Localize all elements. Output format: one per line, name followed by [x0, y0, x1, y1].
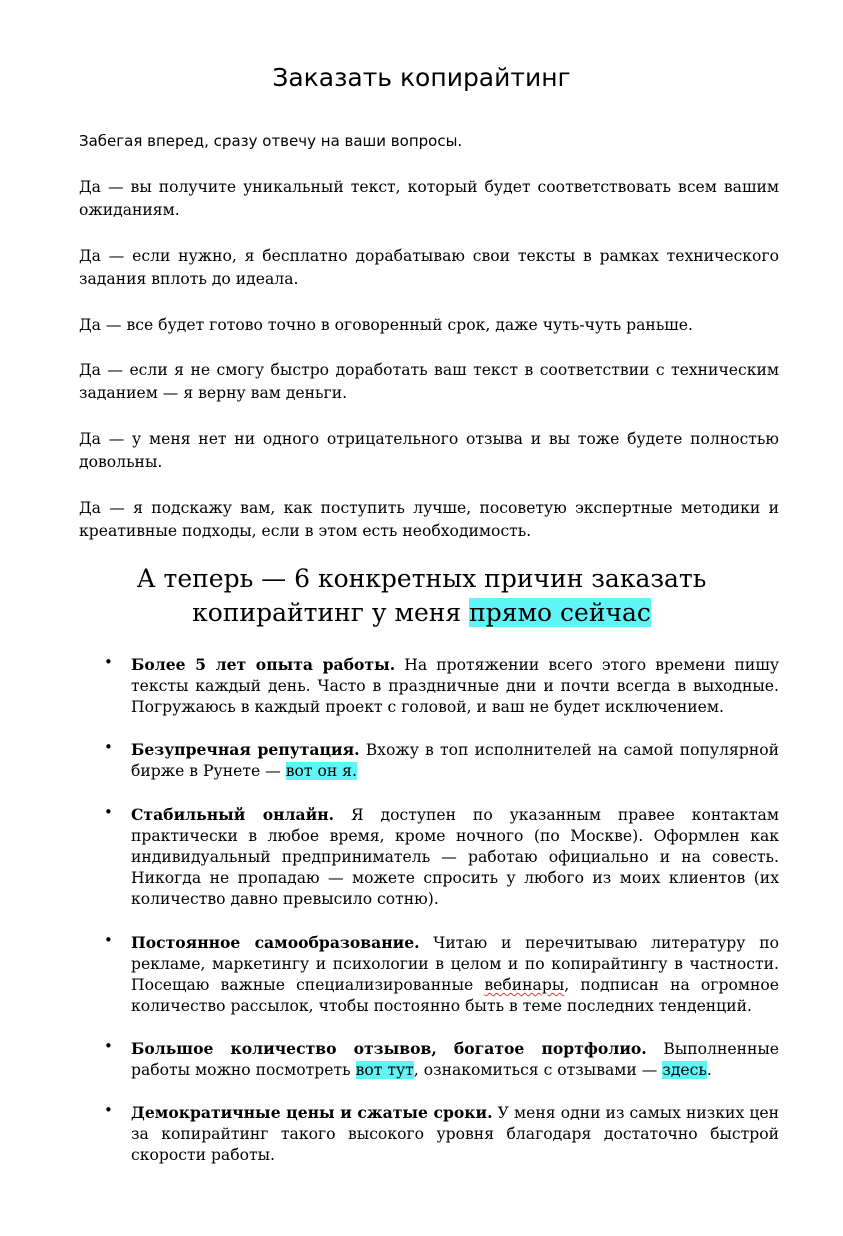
reasons-heading-highlight: прямо сейчас — [469, 598, 651, 627]
paragraph-refund: Да — если я не смогу быстро доработать ваш текст в соответствии с техническим заданием — я верну вам деньги. — [79, 361, 779, 402]
reason-title: Демократичные цены и сжатые сроки. — [131, 1103, 493, 1122]
bullet-icon: • — [104, 803, 113, 821]
reason-text: Я доступен по указанным правее контактам практически в любое время, кроме ночного (по Москве). Оформлен как индивидуальный предприниматель — работаю официально и на совесть. Никогда не пропадаю — можете спросить у любого из моих клиентов (их количество давно превысило сотню). — [131, 806, 779, 908]
portfolio-link[interactable]: вот тут — [355, 1061, 414, 1079]
reason-text: Читаю и перечитываю литературу по рекламе, маркетингу и психологии в целом и по копирайтингу в частности. Посещаю важные специализированные — [131, 934, 779, 994]
reason-stable-online — [131, 804, 779, 910]
bullet-icon: • — [104, 738, 113, 756]
paragraph-unique-text: Да — вы получите уникальный текст, который будет соответствовать всем вашим ожиданиям. — [79, 178, 779, 219]
reasons-heading — [0, 562, 843, 630]
bullet-icon: • — [104, 931, 113, 949]
misspelled-word: вебинары — [484, 976, 565, 994]
paragraph-no-negative-reviews: Да — у меня нет ни одного отрицательного отзыва и вы тоже будете полностью довольны. — [79, 430, 779, 471]
bullet-icon: • — [104, 1101, 113, 1119]
paragraph-expert-advice: Да — я подскажу вам, как поступить лучше, посоветую экспертные методики и креативные подходы, если в этом есть необходимость. — [79, 499, 779, 540]
reason-reviews-portfolio — [131, 1038, 779, 1081]
reasons-heading-line1: А теперь — 6 конкретных причин заказать — [136, 564, 707, 593]
reasons-heading-line2-start: копирайтинг у меня — [192, 598, 470, 627]
reviews-link[interactable]: здесь — [662, 1061, 707, 1079]
reason-self-education — [131, 932, 779, 1017]
bullet-icon: • — [104, 1037, 113, 1055]
reason-title: Большое количество отзывов, богатое портфолио. — [131, 1039, 647, 1058]
reason-text: Вхожу в топ исполнителей на самой популярной бирже в Рунете — — [131, 741, 779, 780]
paragraph-free-revisions: Да — если нужно, я бесплатно дорабатываю свои тексты в рамках технического задания вплоть до идеала. — [79, 247, 779, 288]
reason-title: Более 5 лет опыта работы. — [131, 655, 396, 674]
reason-reputation — [131, 739, 779, 782]
page-title: Заказать копирайтинг — [272, 63, 571, 92]
reason-experience — [131, 654, 779, 718]
reason-text: На протяжении всего этого времени пишу тексты каждый день. Часто в праздничные дни и почти всегда в выходные. Погружаюсь в каждый проект с головой, и ваш не будет исключением. — [131, 656, 779, 716]
reason-text-middle: , ознакомиться с отзывами — — [413, 1061, 663, 1079]
reason-prices-deadlines — [131, 1102, 779, 1166]
bullet-icon: • — [104, 653, 113, 671]
reason-text-end: . — [706, 1061, 712, 1079]
reason-title: Стабильный онлайн. — [131, 805, 335, 824]
reason-text-end: , подписан на огромное количество рассылок, чтобы постоянно быть в теме последних тенденций. — [131, 976, 779, 1015]
reason-title: Постоянное самообразование. — [131, 933, 420, 952]
reason-text: У меня одни из самых низких цен за копирайтинг такого высокого уровня благодаря достаточно быстрой скорости работы. — [131, 1104, 779, 1164]
paragraph-deadline: Да — все будет готово точно в оговоренный срок, даже чуть-чуть раньше. — [79, 316, 693, 334]
profile-link[interactable]: вот он я. — [285, 762, 357, 780]
reason-text: Выполненные работы можно посмотреть — [131, 1040, 779, 1079]
reason-title: Безупречная репутация. — [131, 740, 360, 759]
intro-text: Забегая вперед, сразу отвечу на ваши вопросы. — [79, 132, 463, 150]
